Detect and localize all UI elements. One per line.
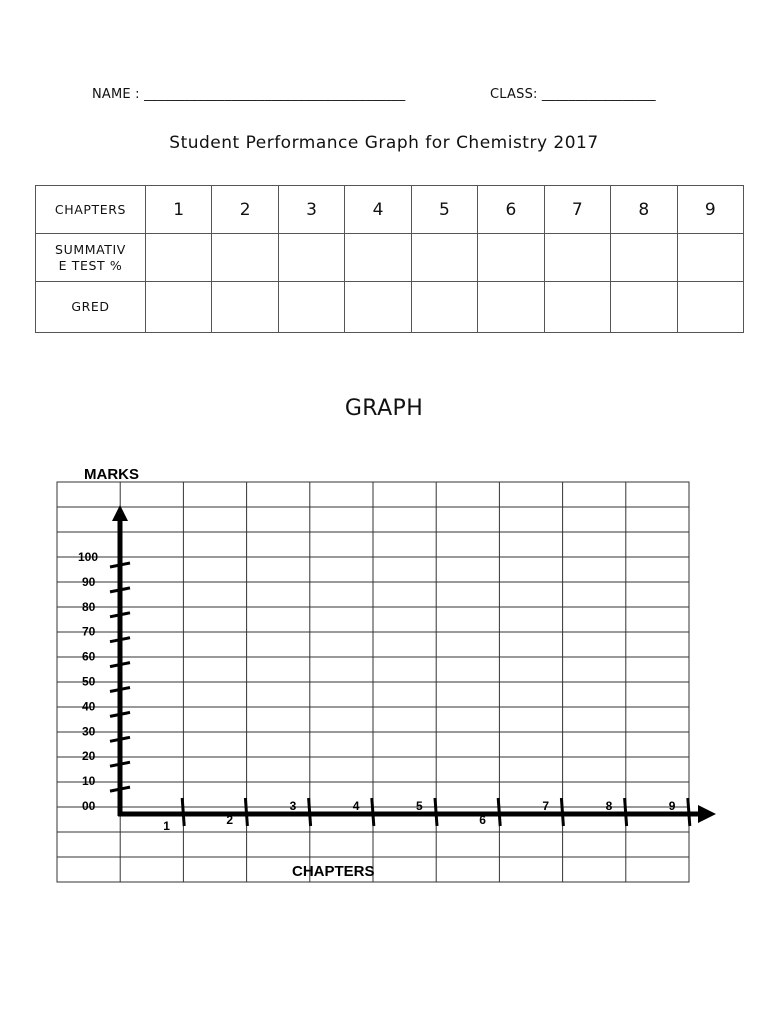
summative-row <box>36 234 744 282</box>
chapters-header: CHAPTERS <box>36 186 146 234</box>
y-tick-mark <box>110 638 130 642</box>
x-tick-mark <box>688 798 690 826</box>
x-tick-label: 7 <box>542 799 550 813</box>
performance-table <box>35 185 744 333</box>
summative-cell[interactable] <box>146 234 212 282</box>
summative-cell[interactable] <box>677 234 744 282</box>
summative-cell[interactable] <box>611 234 677 282</box>
y-axis-title: MARKS <box>84 466 139 483</box>
y-tick-label: 100 <box>78 550 99 564</box>
y-tick-mark <box>110 663 130 667</box>
chapter-cell: 6 <box>478 186 544 234</box>
x-tick-mark <box>625 798 627 826</box>
grade-cell[interactable] <box>411 282 477 333</box>
grade-cell[interactable] <box>611 282 677 333</box>
y-tick-label: 10 <box>82 774 96 789</box>
summative-cell[interactable] <box>411 234 477 282</box>
y-tick-mark <box>110 613 130 617</box>
x-tick-label: 4 <box>352 799 360 813</box>
grade-header: GRED <box>36 282 146 333</box>
x-tick-label: 2 <box>226 813 234 827</box>
summative-header: SUMMATIV E TEST % <box>36 234 146 282</box>
summative-cell[interactable] <box>544 234 610 282</box>
class-field[interactable]: CLASS: _________________ <box>490 87 656 102</box>
grade-cell[interactable] <box>677 282 744 333</box>
chapter-cell: 1 <box>146 186 212 234</box>
x-tick-mark <box>435 798 437 826</box>
grade-cell[interactable] <box>345 282 411 333</box>
summative-cell[interactable] <box>478 234 544 282</box>
grade-cell[interactable] <box>146 282 212 333</box>
x-tick-label: 1 <box>163 819 170 833</box>
graph-heading: GRAPH <box>344 396 424 421</box>
grade-cell[interactable] <box>544 282 610 333</box>
grade-cell[interactable] <box>212 282 278 333</box>
summative-cell[interactable] <box>345 234 411 282</box>
y-tick-label: 30 <box>82 724 96 739</box>
x-tick-label: 8 <box>605 799 613 813</box>
grade-cell[interactable] <box>278 282 344 333</box>
chapter-cell: 8 <box>611 186 677 234</box>
x-tick-label: 6 <box>479 813 486 827</box>
x-tick-label: 5 <box>416 799 423 813</box>
x-tick-mark <box>245 798 247 826</box>
chapter-cell: 4 <box>345 186 411 234</box>
y-tick-label: 70 <box>82 624 96 639</box>
x-tick-mark <box>561 798 563 826</box>
x-tick-mark <box>498 798 500 826</box>
chart-labels <box>78 466 676 880</box>
name-field[interactable]: NAME : _______________________________________ <box>92 87 406 102</box>
y-tick-mark <box>110 787 130 791</box>
chart-ticks <box>110 563 690 826</box>
y-tick-mark <box>110 688 130 692</box>
summative-cell[interactable] <box>212 234 278 282</box>
x-tick-label: 3 <box>289 799 297 813</box>
y-tick-mark <box>110 588 130 592</box>
chapter-cell: 9 <box>677 186 744 234</box>
y-tick-label: 50 <box>82 674 96 689</box>
summative-cell[interactable] <box>278 234 344 282</box>
page-title: Student Performance Graph for Chemistry 2017 <box>169 133 599 153</box>
y-tick-label: 80 <box>82 599 96 614</box>
y-tick-label: 90 <box>82 574 96 589</box>
y-tick-mark <box>110 762 130 766</box>
x-tick-mark <box>182 798 184 826</box>
y-tick-mark <box>110 737 130 741</box>
x-tick-mark <box>309 798 311 826</box>
y-tick-mark <box>110 712 130 716</box>
y-tick-label: 60 <box>82 649 96 664</box>
grade-row <box>36 282 744 333</box>
chapter-cell: 2 <box>212 186 278 234</box>
y-tick-label: 20 <box>82 749 96 764</box>
grade-cell[interactable] <box>478 282 544 333</box>
chapter-cell: 7 <box>544 186 610 234</box>
x-tick-mark <box>372 798 374 826</box>
chapter-cell: 5 <box>411 186 477 234</box>
marks-chart <box>0 455 768 895</box>
chapters-row <box>36 186 744 234</box>
y-tick-mark <box>110 563 130 567</box>
x-tick-label: 9 <box>668 799 676 813</box>
x-axis-title: CHAPTERS <box>292 863 375 880</box>
y-tick-label: 00 <box>82 799 96 813</box>
chapter-cell: 3 <box>278 186 344 234</box>
y-tick-label: 40 <box>82 699 96 714</box>
x-axis-arrow-icon <box>698 805 716 823</box>
